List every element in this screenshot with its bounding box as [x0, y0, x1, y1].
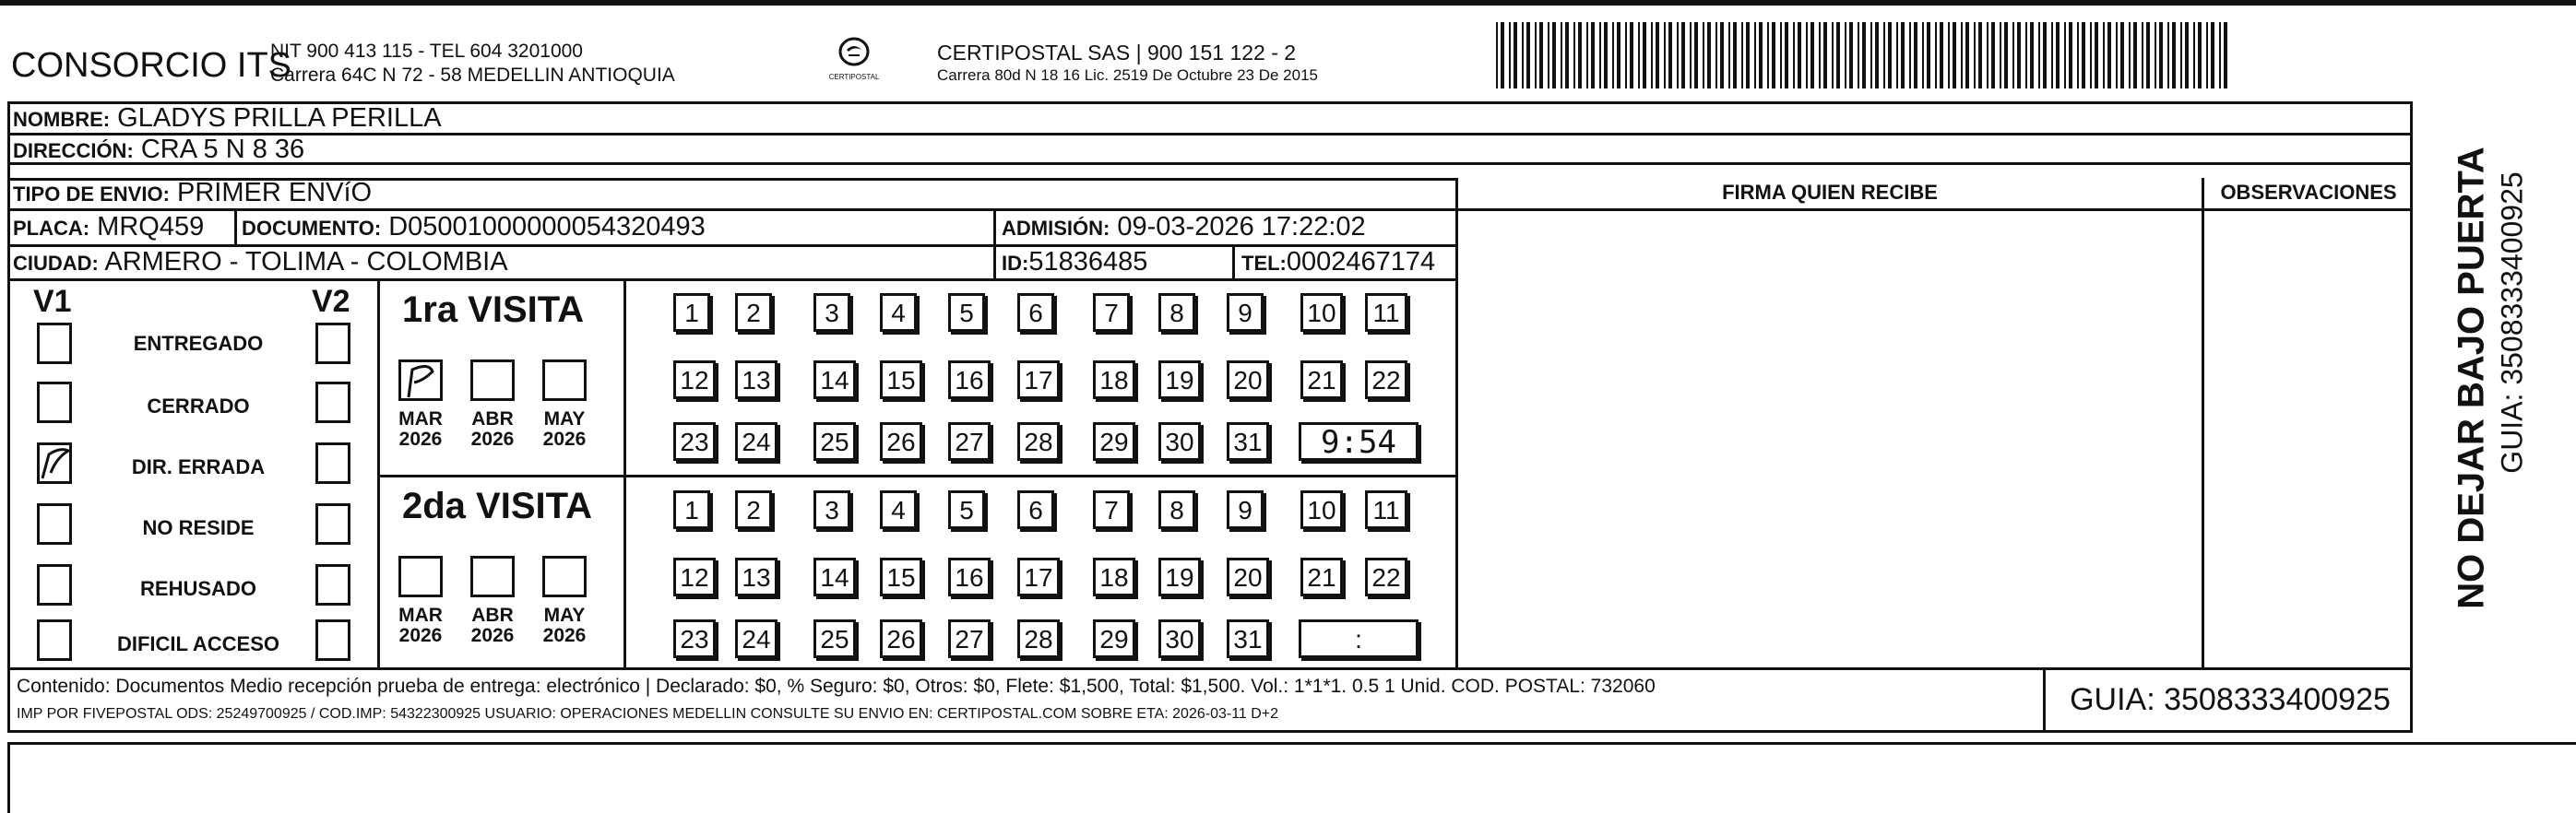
barcode-bar [1720, 22, 1724, 88]
company-name: CONSORCIO ITS [11, 46, 292, 85]
day-box[interactable]: 14 [813, 558, 856, 596]
barcode-bar [2095, 22, 2098, 88]
month-year: 2026 [542, 625, 587, 647]
barcode-bar [1677, 22, 1679, 88]
day-box[interactable]: 25 [813, 619, 856, 658]
day-box[interactable]: 18 [1093, 558, 1135, 596]
barcode-bar [2082, 22, 2085, 88]
day-box[interactable]: 20 [1227, 360, 1269, 399]
footer-guia: GUIA: 3508333400925 [2070, 682, 2391, 717]
barcode-bar [2090, 22, 2092, 88]
day-box[interactable]: 11 [1365, 490, 1407, 529]
barcode-bar [2224, 22, 2227, 88]
barcode-bar [1586, 22, 1588, 88]
month-label [389, 409, 452, 450]
day-box[interactable]: 24 [735, 422, 778, 461]
status-label: DIFICIL ACCESO [116, 632, 279, 655]
month-name: MAY [543, 408, 586, 430]
day-box[interactable]: 7 [1093, 293, 1130, 332]
month-checkbox[interactable] [398, 556, 443, 597]
barcode-bar [2167, 22, 2169, 88]
barcode-bar [1690, 22, 1692, 88]
recipient-address: DIRECCIÓN: CRA 5 N 8 36 [13, 135, 305, 164]
barcode-bar [1948, 22, 1950, 88]
barcode-bar [1733, 22, 1737, 88]
certipostal-logo-icon [836, 35, 873, 68]
month-name: ABR [471, 605, 514, 626]
day-box[interactable]: 26 [880, 619, 922, 658]
day-box[interactable]: 5 [948, 293, 985, 332]
day-box[interactable]: 4 [880, 293, 917, 332]
status-v1-checkbox[interactable] [37, 619, 72, 661]
barcode-bar [2069, 22, 2072, 88]
barcode-bar [1741, 22, 1743, 88]
day-box[interactable]: 21 [1300, 558, 1343, 596]
barcode-bar [2120, 22, 2124, 88]
barcode-bar [1927, 22, 1930, 88]
status-v2-checkbox[interactable] [315, 442, 350, 484]
month-label [533, 409, 596, 450]
barcode-bar [2012, 22, 2014, 88]
day-box[interactable]: 29 [1093, 422, 1135, 461]
barcode-bar [1767, 22, 1769, 88]
month-checkbox[interactable] [470, 556, 515, 597]
content-line: Contenido: Documentos Medio recepción prueba de entrega: electrónico | Declarado: $0, % Seguro: $0, Otros: $0, Flete: $1,500, Total: $1,500. Vol.: 1*1*1. 0.5 1 Unid. COD. POSTAL: 732060 [17, 676, 1656, 697]
barcode-bar [2206, 22, 2208, 88]
barcode-bar [1862, 22, 1866, 88]
day-box[interactable]: 1 [673, 293, 710, 332]
day-box[interactable]: 29 [1093, 619, 1135, 658]
day-box[interactable]: 23 [673, 422, 716, 461]
day-box[interactable]: 8 [1158, 293, 1195, 332]
day-box[interactable]: 12 [673, 558, 716, 596]
barcode-bar [2056, 22, 2060, 88]
day-box[interactable]: 16 [948, 360, 991, 399]
month-checkbox[interactable] [470, 359, 515, 401]
month-name: MAR [398, 408, 443, 430]
barcode-bar [1940, 22, 1943, 88]
day-box[interactable]: 12 [673, 360, 716, 399]
barcode [1494, 22, 2241, 88]
barcode-bar [2142, 22, 2143, 88]
barcode-bar [1901, 22, 1905, 88]
barcode-bar [2017, 22, 2021, 88]
barcode-bar [1810, 22, 1814, 88]
barcode-bar [1604, 22, 1608, 88]
day-box[interactable]: 30 [1158, 619, 1201, 658]
phone: TEL:0002467174 [1241, 247, 1436, 277]
barcode-bar [1875, 22, 1879, 88]
day-box[interactable]: 19 [1158, 558, 1201, 596]
top-border [0, 0, 2576, 6]
company-address: Carrera 64C N 72 - 58 MEDELLIN ANTIOQUIA [270, 65, 675, 86]
barcode-bar [2116, 22, 2118, 88]
visit-time-box[interactable]: 9:54 [1299, 422, 1419, 461]
barcode-bar [2211, 22, 2214, 88]
status-v2-checkbox[interactable] [315, 503, 350, 545]
visit-time-box[interactable]: : [1299, 619, 1419, 658]
status-v1-checkbox[interactable] [37, 442, 72, 484]
day-box[interactable]: 15 [880, 558, 922, 596]
month-label [461, 606, 524, 646]
side-guia: GUIA: 3508333400925 [2495, 171, 2529, 474]
barcode-bar [2064, 22, 2066, 88]
barcode-bar [1883, 22, 1885, 88]
status-label: DIR. ERRADA [131, 455, 266, 478]
certipostal-logo [812, 35, 896, 88]
second-visit-title: 2da VISITA [402, 486, 592, 526]
barcode-bar [1845, 22, 1846, 88]
day-box[interactable]: 19 [1158, 360, 1201, 399]
barcode-bar [2172, 22, 2176, 88]
barcode-bar [2043, 22, 2047, 88]
day-box[interactable]: 1 [673, 490, 710, 529]
barcode-bar [1501, 22, 1504, 88]
barcode-bar [1832, 22, 1834, 88]
day-box[interactable]: 24 [735, 619, 778, 658]
signature-header: FIRMA QUIEN RECIBE [1722, 181, 1938, 204]
day-box[interactable]: 8 [1158, 490, 1195, 529]
barcode-bar [1823, 22, 1827, 88]
day-box[interactable]: 21 [1300, 360, 1343, 399]
barcode-bar [1573, 22, 1575, 88]
day-box[interactable]: 30 [1158, 422, 1201, 461]
barcode-bar [1656, 22, 1659, 88]
barcode-bar [1651, 22, 1653, 88]
month-name: MAR [398, 605, 443, 626]
barcode-bar [1539, 22, 1543, 88]
status-v1-checkbox[interactable] [37, 503, 72, 545]
day-box[interactable]: 5 [948, 490, 985, 529]
barcode-bar [2219, 22, 2221, 88]
day-box[interactable]: 20 [1227, 558, 1269, 596]
company-nit: NIT 900 413 115 - TEL 604 3201000 [270, 41, 583, 62]
day-box[interactable]: 10 [1300, 490, 1343, 529]
barcode-bar [1535, 22, 1537, 88]
status-v2-checkbox[interactable] [315, 564, 350, 606]
day-box[interactable]: 11 [1365, 293, 1407, 332]
month-checkbox[interactable] [542, 556, 587, 597]
status-v1-checkbox[interactable] [37, 564, 72, 606]
day-box[interactable]: 31 [1227, 619, 1269, 658]
v1-label: V1 [33, 284, 72, 319]
barcode-bar [1819, 22, 1821, 88]
plate: PLACA: MRQ459 [13, 212, 205, 242]
barcode-bar [1643, 22, 1646, 88]
barcode-bar [1638, 22, 1640, 88]
admission-date: ADMISIÓN: 09-03-2026 17:22:02 [1002, 212, 1366, 242]
day-box[interactable]: 6 [1017, 490, 1054, 529]
day-box[interactable]: 3 [813, 293, 850, 332]
handwritten-check-icon [40, 445, 71, 482]
barcode-bar [2185, 22, 2189, 88]
day-box[interactable]: 18 [1093, 360, 1135, 399]
barcode-bar [2077, 22, 2079, 88]
barcode-bar [1630, 22, 1633, 88]
barcode-bar [1548, 22, 1549, 88]
shipment-type: TIPO DE ENVIO: PRIMER ENVíO [13, 178, 373, 207]
outer-border [7, 742, 2576, 813]
barcode-bar [1703, 22, 1704, 88]
barcode-bar [1522, 22, 1524, 88]
day-box[interactable]: 13 [735, 360, 778, 399]
month-label [533, 606, 596, 646]
barcode-bar [2146, 22, 2150, 88]
no-door-warning: NO DEJAR BAJO PUERTA [2451, 147, 2492, 609]
barcode-bar [1974, 22, 1976, 88]
barcode-bar [1509, 22, 1511, 88]
barcode-bar [1953, 22, 1956, 88]
month-checkbox[interactable] [542, 359, 587, 401]
barcode-bar [1772, 22, 1775, 88]
barcode-bar [1728, 22, 1730, 88]
recipient-id: ID:51836485 [1002, 247, 1148, 277]
month-checkbox[interactable] [398, 359, 443, 401]
day-box[interactable]: 9 [1227, 490, 1264, 529]
barcode-bar [1858, 22, 1859, 88]
status-v2-checkbox[interactable] [315, 619, 350, 661]
status-label: ENTREGADO [133, 332, 264, 355]
day-box[interactable]: 2 [735, 293, 772, 332]
barcode-bar [1707, 22, 1711, 88]
status-v1-checkbox[interactable] [37, 323, 72, 364]
barcode-bar [1612, 22, 1614, 88]
day-box[interactable]: 17 [1017, 360, 1060, 399]
barcode-bar [1599, 22, 1601, 88]
document-number: DOCUMENTO: D05001000000054320493 [242, 212, 706, 242]
day-box[interactable]: 16 [948, 558, 991, 596]
barcode-bar [2129, 22, 2131, 88]
day-box[interactable]: 10 [1300, 293, 1343, 332]
day-box[interactable]: 27 [948, 422, 991, 461]
barcode-bar [1922, 22, 1924, 88]
barcode-bar [1836, 22, 1840, 88]
barcode-bar [1888, 22, 1892, 88]
barcode-bar [1561, 22, 1562, 88]
day-box[interactable]: 14 [813, 360, 856, 399]
day-box[interactable]: 2 [735, 490, 772, 529]
barcode-bar [2180, 22, 2182, 88]
barcode-bar [1978, 22, 1982, 88]
barcode-bar [1870, 22, 1872, 88]
day-box[interactable]: 6 [1017, 293, 1054, 332]
barcode-bar [1961, 22, 1963, 88]
barcode-bar [1625, 22, 1627, 88]
barcode-bar [2103, 22, 2105, 88]
status-v2-checkbox[interactable] [315, 382, 350, 423]
v2-label: V2 [312, 284, 350, 319]
first-visit-title: 1ra VISITA [402, 289, 585, 330]
barcode-bar [2038, 22, 2040, 88]
barcode-bar [1514, 22, 1517, 88]
barcode-bar [1798, 22, 1801, 88]
day-box[interactable]: 28 [1017, 422, 1060, 461]
barcode-bar [1991, 22, 1995, 88]
barcode-bar [1935, 22, 1937, 88]
status-v1-checkbox[interactable] [37, 382, 72, 423]
barcode-bar [2155, 22, 2156, 88]
barcode-bar [1806, 22, 1808, 88]
barcode-bar [1780, 22, 1782, 88]
barcode-bar [1668, 22, 1672, 88]
barcode-bar [1578, 22, 1582, 88]
barcode-bar [2159, 22, 2163, 88]
status-label: NO RESIDE [142, 516, 255, 539]
courier-address: Carrera 80d N 18 16 Lic. 2519 De Octubre 23 De 2015 [937, 66, 1318, 84]
status-label: CERRADO [147, 395, 250, 418]
barcode-bar [1617, 22, 1620, 88]
barcode-bar [1552, 22, 1556, 88]
month-year: 2026 [398, 625, 443, 647]
barcode-bar [1746, 22, 1750, 88]
print-line: IMP POR FIVEPOSTAL ODS: 25249700925 / COD.IMP: 54322300925 USUARIO: OPERACIONES MEDELLIN CONSULTE SU ENVIO EN: CERTIPOSTAL.COM SOBRE ETA: 2026-03-11 D+2 [17, 706, 1279, 722]
day-box[interactable]: 9 [1227, 293, 1264, 332]
barcode-bar [1759, 22, 1763, 88]
barcode-bar [2004, 22, 2008, 88]
barcode-bar [2025, 22, 2027, 88]
barcode-bar [2000, 22, 2001, 88]
city: CIUDAD: ARMERO - TOLIMA - COLOMBIA [13, 247, 508, 277]
barcode-bar [1754, 22, 1756, 88]
day-box[interactable]: 17 [1017, 558, 1060, 596]
barcode-bar [1914, 22, 1917, 88]
barcode-bar [2193, 22, 2195, 88]
month-name: ABR [471, 408, 514, 430]
month-year: 2026 [470, 429, 515, 451]
day-box[interactable]: 26 [880, 422, 922, 461]
barcode-bar [1793, 22, 1795, 88]
day-box[interactable]: 31 [1227, 422, 1269, 461]
recipient-name: NOMBRE: GLADYS PRILLA PERILLA [13, 103, 442, 133]
day-box[interactable]: 22 [1365, 558, 1407, 596]
barcode-bar [1565, 22, 1569, 88]
status-label: REHUSADO [140, 577, 256, 600]
status-v2-checkbox[interactable] [315, 323, 350, 364]
barcode-bar [2030, 22, 2034, 88]
courier-name: CERTIPOSTAL SAS | 900 151 122 - 2 [937, 41, 1297, 65]
month-year: 2026 [542, 429, 587, 451]
barcode-bar [1987, 22, 1988, 88]
day-box[interactable]: 4 [880, 490, 917, 529]
logo-text: CERTIPOSTAL [828, 73, 880, 81]
month-name: MAY [543, 605, 586, 626]
barcode-bar [2107, 22, 2111, 88]
barcode-bar [1785, 22, 1788, 88]
barcode-bar [1909, 22, 1911, 88]
day-box[interactable]: 13 [735, 558, 778, 596]
barcode-bar [1681, 22, 1685, 88]
barcode-bar [1965, 22, 1969, 88]
barcode-bar [1849, 22, 1853, 88]
observations-header: OBSERVACIONES [2220, 181, 2397, 204]
barcode-bar [1526, 22, 1530, 88]
day-box[interactable]: 23 [673, 619, 716, 658]
barcode-bar [1496, 22, 1498, 88]
day-box[interactable]: 7 [1093, 490, 1130, 529]
handwritten-check-icon [401, 362, 442, 399]
barcode-bar [2133, 22, 2137, 88]
day-box[interactable]: 25 [813, 422, 856, 461]
barcode-bar [2051, 22, 2053, 88]
barcode-bar [1664, 22, 1666, 88]
barcode-bar [1715, 22, 1717, 88]
month-label [461, 409, 524, 450]
barcode-bar [2198, 22, 2202, 88]
day-box[interactable]: 27 [948, 619, 991, 658]
day-box[interactable]: 28 [1017, 619, 1060, 658]
day-box[interactable]: 15 [880, 360, 922, 399]
day-box[interactable]: 22 [1365, 360, 1407, 399]
barcode-bar [1591, 22, 1595, 88]
month-year: 2026 [470, 625, 515, 647]
month-year: 2026 [398, 429, 443, 451]
barcode-bar [1896, 22, 1898, 88]
barcode-bar [1694, 22, 1698, 88]
day-box[interactable]: 3 [813, 490, 850, 529]
month-label [389, 606, 452, 646]
